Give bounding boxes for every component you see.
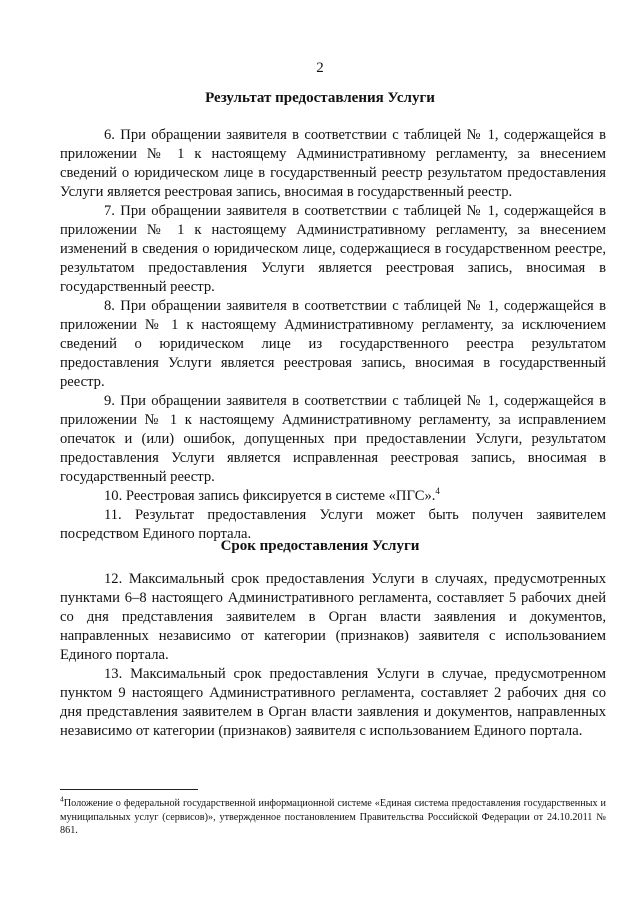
- paragraph-11: 11. Результат предоставления Услуги может быть получен заявителем посредством Единого портала.: [60, 507, 606, 542]
- paragraph-10-text: 10. Реестровая запись фиксируется в системе «ПГС».: [104, 488, 436, 504]
- paragraph-10: [60, 487, 606, 506]
- paragraph-13: 13. Максимальный срок предоставления Услуги в случае, предусмотренном пунктом 9 настоящего Административного регламента, составляет 2 рабочих дня со дня представления заявителем в Орган власти заявления и документов, направленных независимо от категории (признаков) заявителя с использованием Единого портала.: [60, 666, 606, 739]
- paragraph-9: 9. При обращении заявителя в соответствии с таблицей № 1, содержащейся в приложении № 1 к настоящему Административному регламенту, за исправлением опечаток и (или) ошибок, допущенных при предоставлении Услуги, результатом предоставления Услуги является исправленная реестровая запись, вносимая в государственный реестр.: [60, 393, 606, 485]
- footnote-text: Положение о федеральной государственной информационной системе «Единая система предоставления государственных и муниципальных услуг (сервисов)», утвержденное постановлением Правительства Российской Федерации от 24.10.2011 № 861.: [60, 798, 606, 836]
- footnote-divider: [60, 789, 198, 790]
- section-heading-term: Срок предоставления Услуги: [220, 538, 420, 554]
- paragraph-6: 6. При обращении заявителя в соответствии с таблицей № 1, содержащейся в приложении № 1 к настоящему Административному регламенту, за внесением сведений о юридическом лице в государственный реестр результатом предоставления Услуги является реестровая запись, вносимая в государственный реестр.: [60, 127, 606, 200]
- footnote-ref-4[interactable]: 4: [435, 486, 440, 497]
- paragraph-12: 12. Максимальный срок предоставления Услуги в случаях, предусмотренных пунктами 6–8 настоящего Административного регламента, составляет 5 рабочих дней со дня представления заявителем в Орган власти заявления и документов, направленных независимо от категории (признаков) заявителя с использованием Единого портала.: [60, 571, 606, 663]
- section-term-body: [60, 570, 606, 741]
- footnote-mark: 4: [60, 794, 64, 804]
- paragraph-8: 8. При обращении заявителя в соответствии с таблицей № 1, содержащейся в приложении № 1 к настоящему Административному регламенту, за исключением сведений о юридическом лице из государственного реестра результатом предоставления Услуги является реестровая запись, вносимая в государственный реестр.: [60, 298, 606, 390]
- section-result-body: [60, 126, 606, 544]
- footnote: [60, 794, 606, 838]
- paragraph-7: 7. При обращении заявителя в соответствии с таблицей № 1, содержащейся в приложении № 1 к настоящему Административному регламенту, за внесением изменений в сведения о юридическом лице, содержащиеся в государственном реестре, результатом предоставления Услуги является реестровая запись, вносимая в государственный реестр.: [60, 203, 606, 295]
- page-number: 2: [316, 60, 324, 76]
- section-heading-result: Результат предоставления Услуги: [205, 90, 435, 106]
